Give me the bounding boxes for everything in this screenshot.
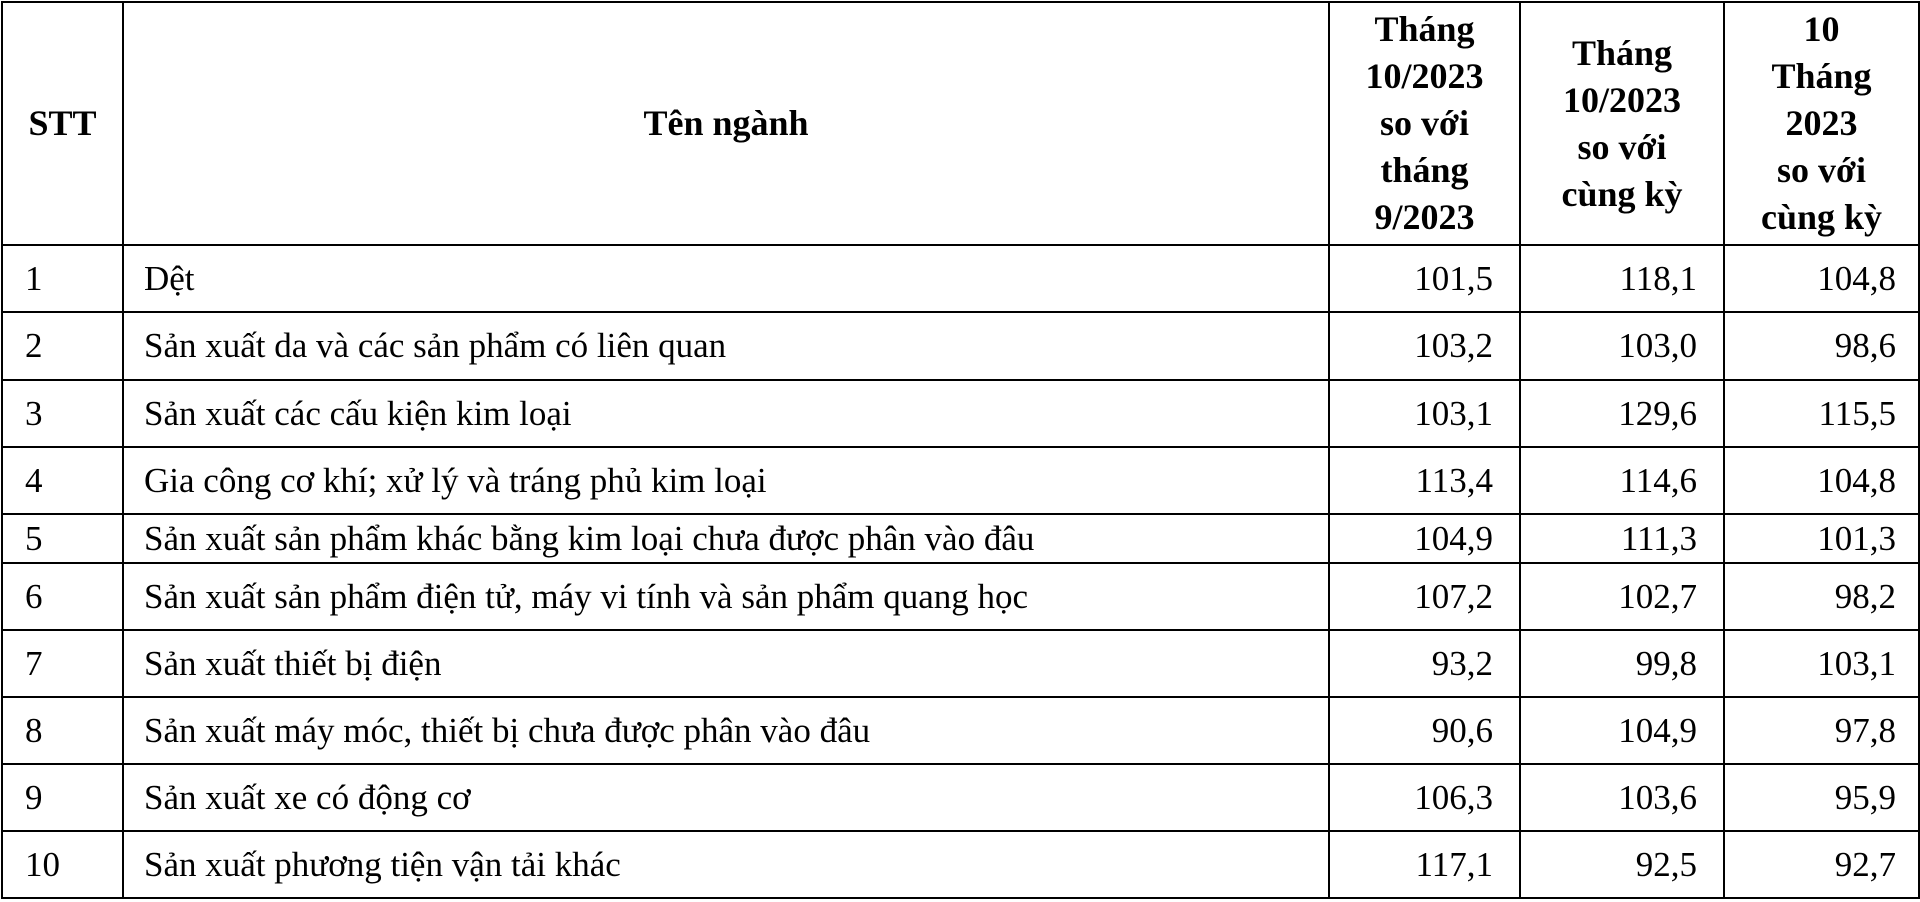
header-oct-yoy	[1520, 2, 1724, 245]
row-industry-name: Sản xuất da và các sản phẩm có liên quan	[123, 312, 1329, 380]
header-line: Tháng	[1374, 9, 1475, 49]
header-line: 10	[1803, 9, 1840, 49]
row-stt: 9	[2, 764, 123, 831]
row-industry-name: Dệt	[123, 245, 1329, 312]
row-ten-months-yoy: 95,9	[1724, 764, 1919, 831]
header-line: so với	[1380, 103, 1469, 143]
table-row	[2, 447, 1919, 514]
row-ten-months-yoy: 101,3	[1724, 514, 1919, 563]
row-oct-vs-sep: 106,3	[1329, 764, 1520, 831]
row-ten-months-yoy: 104,8	[1724, 245, 1919, 312]
row-industry-name: Sản xuất sản phẩm điện tử, máy vi tính và sản phẩm quang học	[123, 563, 1329, 630]
header-line: 10/2023	[1562, 79, 1681, 120]
table-row	[2, 697, 1919, 764]
row-stt: 8	[2, 697, 123, 764]
row-oct-vs-sep: 117,1	[1329, 831, 1520, 898]
table-row	[2, 380, 1919, 447]
table-row	[2, 245, 1919, 312]
table-row	[2, 630, 1919, 697]
row-oct-vs-sep: 107,2	[1329, 563, 1520, 630]
row-oct-vs-sep: 104,9	[1329, 514, 1520, 563]
row-oct-yoy: 114,6	[1520, 447, 1724, 514]
row-stt: 5	[2, 514, 123, 563]
row-industry-name: Sản xuất thiết bị điện	[123, 630, 1329, 697]
row-stt: 3	[2, 380, 123, 447]
row-ten-months-yoy: 92,7	[1724, 831, 1919, 898]
header-line: cùng kỳ	[1561, 173, 1683, 214]
row-oct-yoy: 92,5	[1520, 831, 1724, 898]
row-industry-name: Sản xuất sản phẩm khác bằng kim loại chưa được phân vào đâu	[123, 514, 1329, 563]
header-line: cùng kỳ	[1760, 197, 1883, 237]
row-oct-vs-sep: 93,2	[1329, 630, 1520, 697]
row-ten-months-yoy: 104,8	[1724, 447, 1919, 514]
header-line: Tháng	[1571, 32, 1673, 73]
row-ten-months-yoy: 103,1	[1724, 630, 1919, 697]
row-ten-months-yoy: 97,8	[1724, 697, 1919, 764]
row-oct-vs-sep: 103,2	[1329, 312, 1520, 380]
header-line: Tháng	[1771, 56, 1872, 96]
table-row	[2, 514, 1919, 563]
row-stt: 2	[2, 312, 123, 380]
row-stt: 1	[2, 245, 123, 312]
industry-index-table	[1, 1, 1920, 899]
row-oct-yoy: 103,6	[1520, 764, 1724, 831]
row-oct-yoy: 99,8	[1520, 630, 1724, 697]
row-industry-name: Sản xuất xe có động cơ	[123, 764, 1329, 831]
row-oct-yoy: 104,9	[1520, 697, 1724, 764]
row-oct-yoy: 102,7	[1520, 563, 1724, 630]
header-oct-vs-sep	[1329, 2, 1520, 245]
header-line: so với	[1777, 150, 1866, 190]
header-line: tháng	[1380, 150, 1469, 190]
header-line: 10/2023	[1365, 56, 1484, 96]
row-oct-yoy: 118,1	[1520, 245, 1724, 312]
row-ten-months-yoy: 98,2	[1724, 563, 1919, 630]
row-stt: 10	[2, 831, 123, 898]
row-oct-vs-sep: 90,6	[1329, 697, 1520, 764]
row-oct-yoy: 111,3	[1520, 514, 1724, 563]
row-stt: 4	[2, 447, 123, 514]
table-row	[2, 831, 1919, 898]
row-industry-name: Gia công cơ khí; xử lý và tráng phủ kim loại	[123, 447, 1329, 514]
row-stt: 6	[2, 563, 123, 630]
row-oct-yoy: 103,0	[1520, 312, 1724, 380]
table-row	[2, 312, 1919, 380]
table-row	[2, 563, 1919, 630]
header-line: 2023	[1785, 103, 1858, 143]
header-line: 9/2023	[1374, 197, 1475, 237]
header-line: so với	[1577, 126, 1667, 167]
row-industry-name: Sản xuất phương tiện vận tải khác	[123, 831, 1329, 898]
table-header-row	[2, 2, 1919, 245]
row-ten-months-yoy: 98,6	[1724, 312, 1919, 380]
header-stt: STT	[2, 2, 123, 245]
row-oct-vs-sep: 113,4	[1329, 447, 1520, 514]
row-oct-vs-sep: 101,5	[1329, 245, 1520, 312]
row-stt: 7	[2, 630, 123, 697]
row-industry-name: Sản xuất máy móc, thiết bị chưa được phân vào đâu	[123, 697, 1329, 764]
row-oct-yoy: 129,6	[1520, 380, 1724, 447]
table-row	[2, 764, 1919, 831]
header-industry-name: Tên ngành	[123, 2, 1329, 245]
row-industry-name: Sản xuất các cấu kiện kim loại	[123, 380, 1329, 447]
header-ten-months-yoy	[1724, 2, 1919, 245]
row-oct-vs-sep: 103,1	[1329, 380, 1520, 447]
row-ten-months-yoy: 115,5	[1724, 380, 1919, 447]
